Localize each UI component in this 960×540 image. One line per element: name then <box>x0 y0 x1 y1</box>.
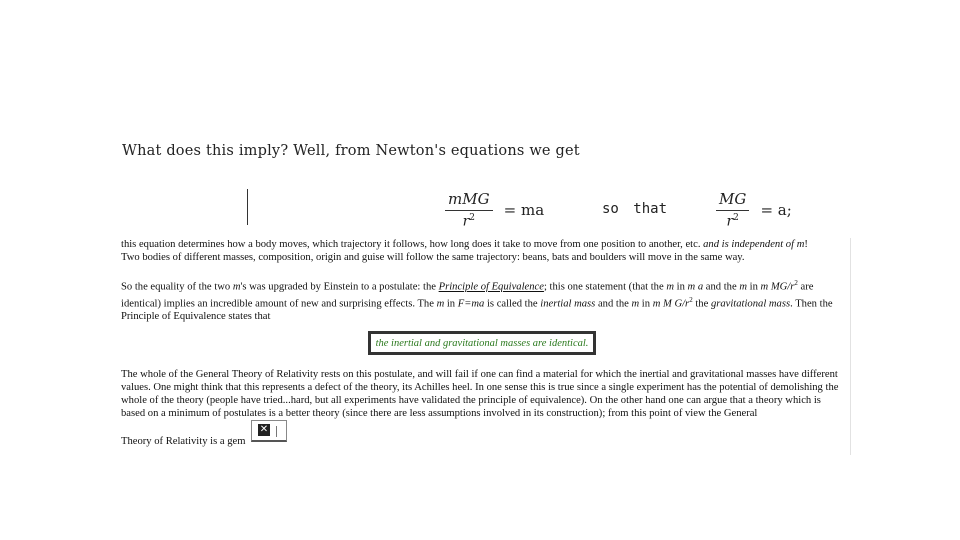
broken-image-icon: ✕ <box>259 424 269 435</box>
paragraph-2 <box>121 277 845 323</box>
principle-of-equivalence-link[interactable]: Principle of Equivalence <box>438 281 544 293</box>
p2-text: the <box>692 298 711 310</box>
p2-var: m <box>631 298 640 310</box>
p2-var: F=ma <box>457 298 485 310</box>
p2-var: m <box>232 281 241 293</box>
numerator-1: mMG <box>445 190 493 211</box>
p2-text: and the <box>595 298 632 310</box>
p2-text: in <box>639 298 653 310</box>
paragraph-1 <box>121 238 845 264</box>
last-line: Theory of Relativity is a gem <box>121 436 246 447</box>
text-cursor-small <box>276 426 277 437</box>
denominator-1: r <box>462 213 470 230</box>
p2-text: So the equality of the two <box>121 281 233 293</box>
rhs-1: = ma <box>503 200 545 219</box>
equivalence-statement: the inertial and gravitational masses are identical. <box>375 337 589 349</box>
p2-var: m <box>666 281 674 293</box>
p2-text: and the <box>703 281 740 293</box>
p1-text-c: ! <box>804 239 808 250</box>
p2-sup: 2 <box>794 279 798 287</box>
fraction-mg-r2 <box>716 190 749 230</box>
p2-text: in <box>746 281 761 293</box>
p2-var: m a <box>687 281 704 293</box>
text-cursor <box>247 189 248 225</box>
fraction-mmg-r2 <box>445 190 493 230</box>
p2-sup: 2 <box>689 295 693 304</box>
p2-var: m <box>436 298 445 310</box>
paragraph-3: The whole of the General Theory of Relativity rests on this postulate, and will fail if one can find a material for which the inertial and gravitational masses have different values. One might think that this represents a defect of the theory, its Achilles heel. In one sense this is true since a single experiment has the potential of demolishing the whole of the theory (people have tried...hard, but all experiments have validated the principle of equivalence). On the other hand one can argue that a theory which is based on a minimum of postulates is a better theory (since there are less assumptions involved in its construction); from this point of view the General <box>121 369 839 419</box>
exponent-2: 2 <box>733 213 739 223</box>
inertial-mass-term: inertial mass <box>540 298 596 310</box>
p2-var: m M G/r <box>652 298 690 310</box>
equation-2 <box>716 190 792 230</box>
intro-heading: What does this imply? Well, from Newton's equations we get <box>122 143 580 159</box>
p2-var: m <box>739 281 747 293</box>
rhs-2: = a; <box>760 200 792 219</box>
p1-text-a: this equation determines how a body moves, which trajectory it follows, how long does it take to move from one position to another, etc. <box>121 239 704 250</box>
exponent-1: 2 <box>469 213 475 223</box>
p2-text: is called the <box>484 298 541 310</box>
p2-text: 's was upgraded by Einstein to a postulate: the <box>240 281 439 293</box>
p2-text: are identical) implies an incredible amount of new and surprising effects. The <box>121 281 814 310</box>
broken-image-placeholder[interactable] <box>251 420 287 442</box>
denominator-2: r <box>726 213 734 230</box>
p2-var: m MG/r <box>760 281 795 293</box>
p2-text: in <box>673 281 688 293</box>
equation-1 <box>445 190 544 230</box>
p2-text: in <box>444 298 458 310</box>
p1-line-2: Two bodies of different masses, composition, origin and guise will follow the same trajectory: beans, bats and boulders will move in the same way. <box>121 252 745 263</box>
so-that-text: so that <box>602 201 668 217</box>
p1-emphasis: and is independent of m <box>703 239 805 250</box>
p2-text: ; this one statement (that the <box>543 281 667 293</box>
gravitational-mass-term: gravitational mass <box>710 298 791 310</box>
right-border-line <box>850 238 851 455</box>
numerator-2: MG <box>716 190 749 211</box>
equivalence-statement-box <box>368 331 596 355</box>
p2-text: . Then the Principle of Equivalence states that <box>121 298 833 323</box>
